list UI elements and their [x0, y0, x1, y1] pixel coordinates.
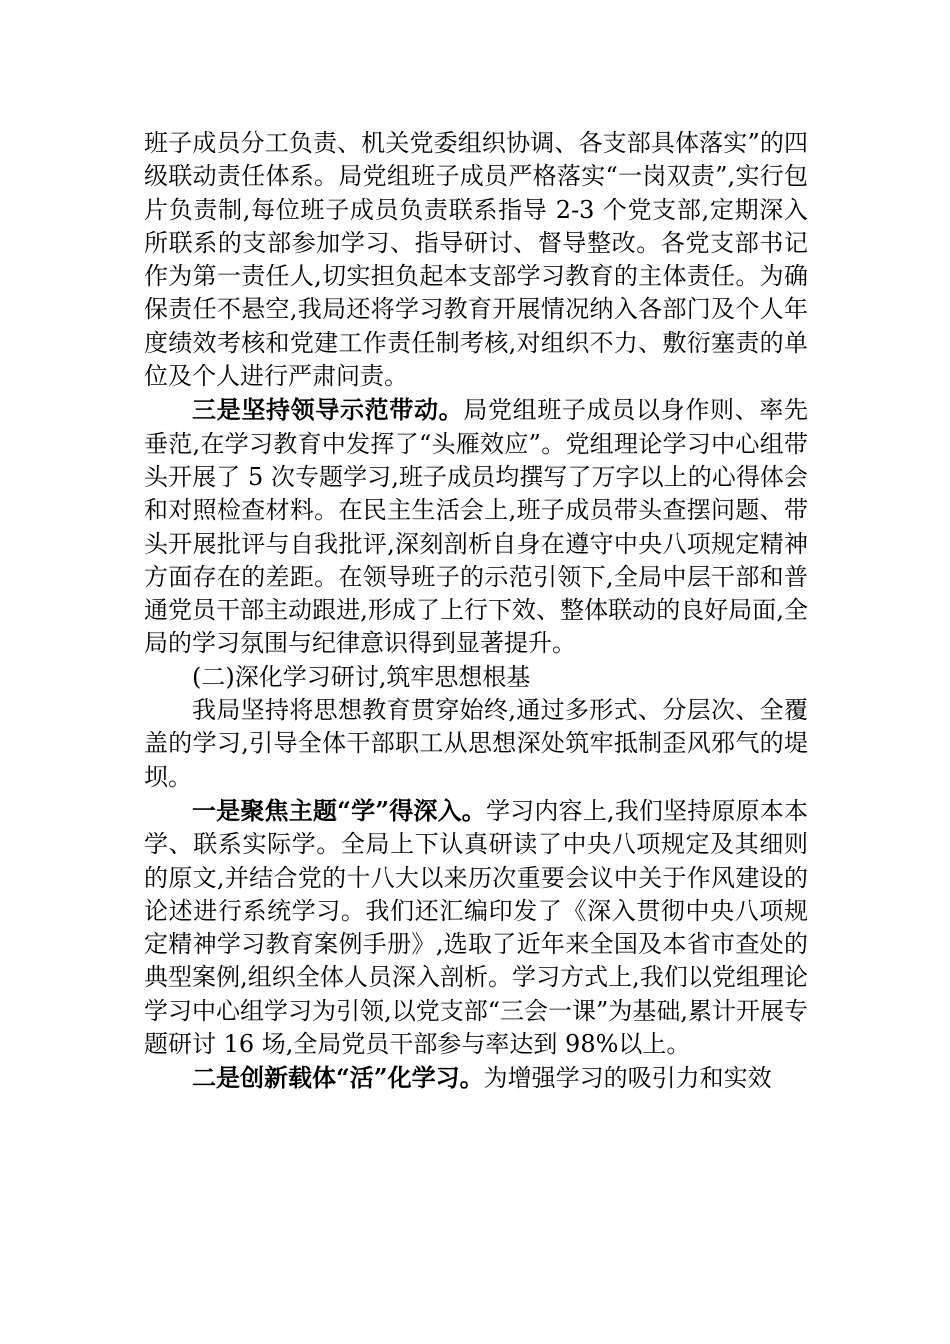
- paragraph-text: 我局坚持将思想教育贯穿始终,通过多形式、分层次、全覆盖的学习,引导全体干部职工从思想深处筑牢抵制歪风邪气的堤坝。: [144, 696, 808, 791]
- paragraph-lead-heading: 二是创新载体“活”化学习。: [192, 1063, 484, 1093]
- section-heading: [144, 661, 808, 694]
- paragraph-text: 学习内容上,我们坚持原原本本学、联系实际学。全局上下认真研读了中央八项规定及其细则的原文,并结合党的十八大以来历次重要会议中关于作风建设的论述进行系统学习。我们还汇编印发了《深入贯彻中央八项规定精神学习教育案例手册》,选取了近年来全国及本省市查处的典型案例,组织全体人员深入剖析。学习方式上,我们以党组理论学习中心组学习为引领,以党支部“三会一课”为基础,累计开展专题研讨 16 场,全局党员干部参与率达到 98%以上。: [144, 796, 808, 1059]
- document-page: [144, 127, 808, 1096]
- paragraph-leadership-example: [144, 393, 808, 660]
- paragraph-focused-study: [144, 794, 808, 1061]
- paragraph-innovative-carrier: [144, 1061, 808, 1095]
- paragraph-section-intro: [144, 694, 808, 794]
- paragraph-text: 为增强学习的吸引力和实效: [483, 1064, 772, 1093]
- paragraph-lead-heading: 一是聚焦主题“学”得深入。: [192, 795, 486, 825]
- section-heading-text: (二)深化学习研讨,筑牢思想根基: [192, 662, 531, 691]
- paragraph-responsibility-system: [144, 127, 808, 393]
- paragraph-lead-heading: 三是坚持领导示范带动。: [192, 395, 464, 425]
- paragraph-text: 班子成员分工负责、机关党委组织协调、各支部具体落实”的四级联动责任体系。局党组班子成员严格落实“一岗双责”,实行包片负责制,每位班子成员负责联系指导 2-3 个党支部,定期深入所联系的支部参加学习、指导研讨、督导整改。各党支部书记作为第一责任人,切实担负起本支部学习教育的主体责任。为确保责任不悬空,我局还将学习教育开展情况纳入各部门及个人年度绩效考核和党建工作责任制考核,对组织不力、敷衍塞责的单位及个人进行严肃问责。: [144, 129, 808, 391]
- paragraph-text: 局党组班子成员以身作则、率先垂范,在学习教育中发挥了“头雁效应”。党组理论学习中心组带头开展了 5 次专题学习,班子成员均撰写了万字以上的心得体会和对照检查材料。在民主生活会上,班子成员带头查摆问题、带头开展批评与自我批评,深刻剖析自身在遵守中央八项规定精神方面存在的差距。在领导班子的示范引领下,全局中层干部和普通党员干部主动跟进,形成了上行下效、整体联动的良好局面,全局的学习氛围与纪律意识得到显著提升。: [144, 396, 809, 658]
